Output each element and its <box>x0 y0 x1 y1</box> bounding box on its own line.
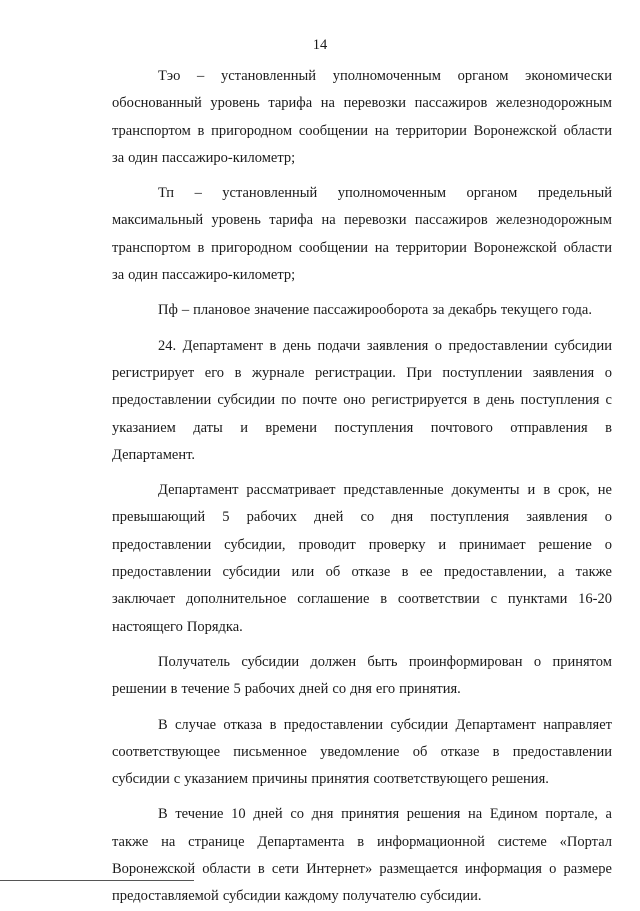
paragraph <box>112 649 612 704</box>
text-line: Воронежской области в сети Интернет» размещается информация о размере <box>112 861 612 878</box>
paragraph <box>112 477 612 641</box>
text-line: Тэо – установленный уполномоченным органом экономически <box>158 68 612 84</box>
document-body <box>112 63 612 911</box>
text-line: соответствующее письменное уведомление об отказе в предоставлении <box>112 743 612 760</box>
text-line: В случае отказа в предоставлении субсидии Департамент направляет <box>158 716 612 733</box>
text-line: обоснованный уровень тарифа на перевозки пассажиров железнодорожным <box>112 95 612 112</box>
text-line: за один пассажиро-километр; <box>112 267 296 284</box>
text-line: предоставлении субсидии, проводит проверку и принимает решение о <box>112 536 612 553</box>
text-line: субсидии с указанием причины принятия соответствующего решения. <box>112 771 549 788</box>
paragraph <box>112 712 612 794</box>
text-line: предоставлении субсидии по почте оно регистрируется в день поступления с <box>112 392 612 409</box>
footer-rule <box>0 880 194 881</box>
text-line: транспортом в пригородном сообщении на территории Воронежской области <box>112 239 612 256</box>
text-line: превышающий 5 рабочих дней со дня поступления заявления о <box>112 509 612 526</box>
text-line: Департамент. <box>112 446 195 463</box>
text-line: Департамент рассматривает представленные документы и в срок, не <box>158 482 612 499</box>
paragraph <box>112 180 612 289</box>
text-line: Пф – плановое значение пассажирооборота за декабрь текущего года. <box>158 302 592 319</box>
paragraph <box>112 333 612 469</box>
paragraph <box>112 801 612 910</box>
text-line: указанием даты и времени поступления почтового отправления в <box>112 419 612 436</box>
text-line: настоящего Порядка. <box>112 618 243 635</box>
text-line: максимальный уровень тарифа на перевозки пассажиров железнодорожным <box>112 212 612 229</box>
paragraph <box>112 63 612 172</box>
text-line: предоставляемой субсидии каждому получателю субсидии. <box>112 888 482 905</box>
text-line: решении в течение 5 рабочих дней со дня его принятия. <box>112 681 461 698</box>
page-number: 14 <box>312 37 328 53</box>
text-line: Тп – установленный уполномоченным органом предельный <box>158 185 612 202</box>
text-line: 24. Департамент в день подачи заявления о предоставлении субсидии <box>158 337 612 354</box>
text-line: Получатель субсидии должен быть проинформирован о принятом <box>158 653 612 670</box>
text-line: также на странице Департамента в информационной системе «Портал <box>112 833 612 850</box>
text-line: предоставлении субсидии или об отказе в ее предоставлении, а также <box>112 564 612 581</box>
text-line: регистрирует его в журнале регистрации. При поступлении заявления о <box>112 364 612 381</box>
text-line: В течение 10 дней со дня принятия решения на Едином портале, а <box>158 806 612 823</box>
text-line: транспортом в пригородном сообщении на территории Воронежской области <box>112 122 612 139</box>
paragraph <box>112 297 612 324</box>
text-line: за один пассажиро-километр; <box>112 149 296 166</box>
text-line: заключает дополнительное соглашение в соответствии с пунктами 16-20 <box>112 591 612 608</box>
